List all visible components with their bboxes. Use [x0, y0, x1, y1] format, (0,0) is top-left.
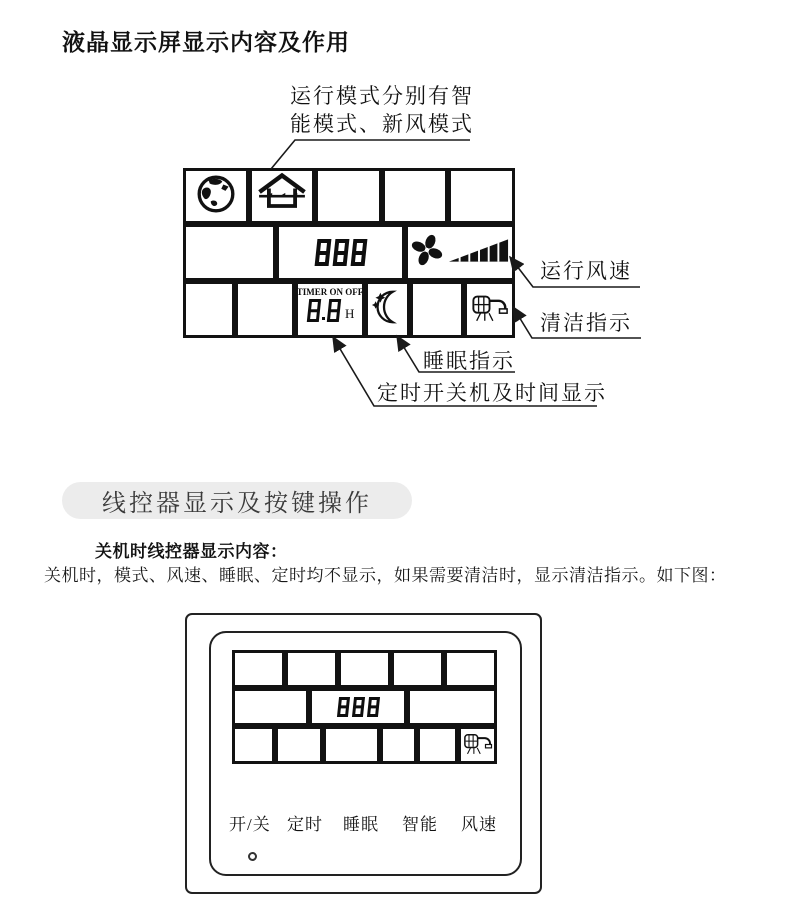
lcd-timer-cell	[295, 281, 365, 338]
ctrl-cell	[275, 726, 323, 764]
lcd-fan-speed-cell	[405, 224, 515, 281]
mode-annotation	[290, 82, 474, 138]
timer-digits	[306, 299, 343, 322]
fresh-air-house-icon	[258, 172, 306, 221]
lcd-cell	[448, 168, 515, 224]
button-timer: 定时	[287, 815, 323, 834]
lcd-cell	[183, 224, 276, 281]
ctrl-cell	[232, 688, 309, 726]
button-sleep: 睡眠	[343, 815, 379, 834]
timer-title: TIMER ON OFF	[296, 287, 364, 297]
button-power: 开/关	[229, 815, 271, 834]
ctrl-cell	[285, 650, 338, 688]
lcd-cell	[183, 281, 235, 338]
wind-speed-wedge-icon	[448, 236, 510, 269]
power-indicator-dot	[248, 852, 257, 861]
ctrl-cell	[232, 650, 285, 688]
ctrl-cell	[444, 650, 497, 688]
lcd-clean-cell	[464, 281, 515, 338]
clean-label: 清洁指示	[540, 311, 632, 335]
lcd-cell	[183, 168, 249, 224]
mode-leader-line	[271, 140, 470, 169]
ctrl-clean-cell	[458, 726, 497, 764]
ctrl-cell	[417, 726, 458, 764]
main-digits	[314, 239, 368, 266]
earth-globe-icon	[195, 173, 237, 220]
ctrl-cell	[323, 726, 380, 764]
lcd-cell	[382, 168, 448, 224]
section-header-text: 线控器显示及按键操作	[102, 490, 372, 517]
lcd-cell	[249, 168, 315, 224]
page-title: 液晶显示屏显示内容及作用	[62, 29, 350, 55]
lcd-cell	[235, 281, 295, 338]
ctrl-digits-cell	[309, 688, 407, 726]
lcd-cell	[315, 168, 382, 224]
lcd-main-digits-cell	[276, 224, 405, 281]
timer-unit: H	[345, 306, 355, 321]
timer-label: 定时开关机及时间显示	[377, 381, 607, 405]
body-text: 关机时，模式、风速、睡眠、定时均不显示，如果需要清洁时，显示清洁指示。如下图：	[44, 566, 727, 585]
clean-indicator-icon	[463, 729, 493, 762]
section-header-pill	[62, 482, 412, 519]
fan-icon	[410, 233, 444, 272]
clean-indicator-icon	[471, 289, 509, 330]
ctrl-cell	[407, 688, 497, 726]
lcd-sleep-cell	[365, 281, 410, 338]
mode-annotation-line1: 运行模式分别有智	[290, 84, 474, 108]
button-smart: 智能	[402, 815, 438, 834]
subheading: 关机时线控器显示内容：	[95, 542, 288, 561]
ctrl-cell	[380, 726, 417, 764]
ctrl-digits	[336, 697, 381, 717]
lcd-cell	[410, 281, 464, 338]
ctrl-cell	[391, 650, 444, 688]
ctrl-cell	[338, 650, 391, 688]
mode-annotation-line2: 能模式、新风模式	[290, 112, 474, 136]
button-fan-speed: 风速	[461, 815, 497, 834]
sleep-moon-stars-icon	[369, 287, 407, 332]
sleep-label: 睡眠指示	[423, 349, 515, 373]
wind-speed-label: 运行风速	[540, 259, 632, 283]
ctrl-cell	[232, 726, 275, 764]
